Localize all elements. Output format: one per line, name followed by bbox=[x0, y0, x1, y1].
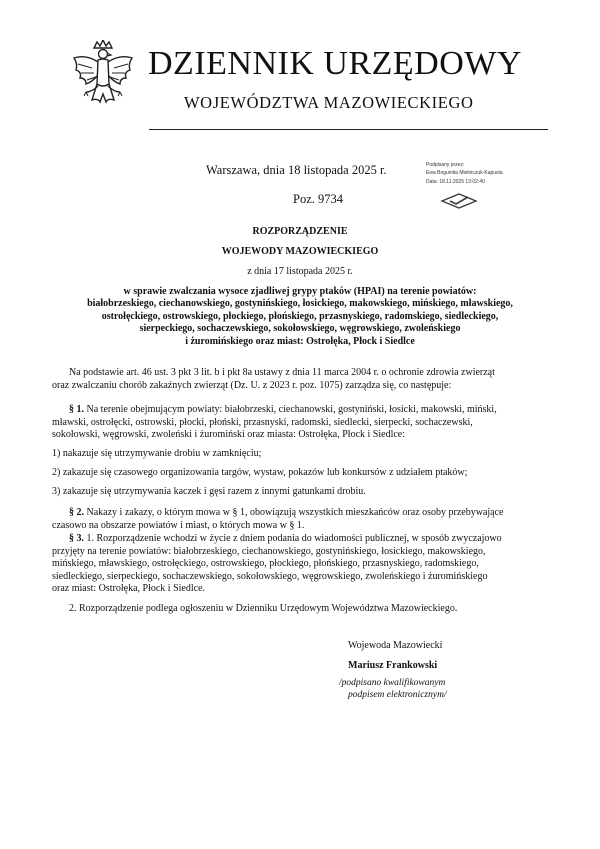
white-eagle-emblem-icon bbox=[72, 40, 134, 118]
paragraph-line: Nakazy i zakazy, o którym mowa w § 1, obowiązują wszystkich mieszkańców oraz osoby przebywające bbox=[84, 507, 504, 518]
list-item: 1) nakazuje się utrzymywanie drobiu w zamknięciu; bbox=[52, 448, 262, 459]
signature-stamp bbox=[426, 161, 503, 186]
act-issuer: WOJEWODY MAZOWIECKIEGO bbox=[221, 246, 379, 257]
signatory-office: Wojewoda Mazowiecki bbox=[348, 640, 443, 651]
signatory-name: Mariusz Frankowski bbox=[348, 660, 438, 671]
paragraph-line: Na podstawie art. 46 ust. 3 pkt 3 lit. b i pkt 8a ustawy z dnia 11 marca 2004 r. o ochronie zdrowia zwierząt bbox=[69, 367, 495, 378]
section-label: § 2. bbox=[69, 507, 84, 518]
paragraph-line: oraz miast: Ostrołęka, Płock i Siedlce. bbox=[52, 583, 206, 595]
paragraph-line: oraz zwalczaniu chorób zakaźnych zwierząt (Dz. U. z 2023 r. poz. 1075) zarządza się, co następuje: bbox=[52, 379, 452, 391]
act-type: ROZPORZĄDZENIE bbox=[252, 226, 348, 237]
journal-subtitle: WOJEWÓDZTWA MAZOWIECKIEGO bbox=[184, 93, 474, 112]
act-topic-line: białobrzeskiego, ciechanowskiego, gostynińskiego, łosickiego, makowskiego, mińskiego, mławskiego, bbox=[87, 298, 513, 310]
list-item: 2) zakazuje się czasowego organizowania targów, wystaw, pokazów lub konkursów z udziałem ptaków; bbox=[52, 467, 468, 478]
paragraph-line: 1. Rozporządzenie wchodzi w życie z dniem podania do wiadomości publicznej, w sposób zwyczajowo bbox=[84, 533, 502, 544]
section-label: § 3. bbox=[69, 533, 84, 544]
paragraph-line: sokołowski, węgrowski, zwoleński i żuromiński oraz miasta: Ostrołęka, Płock i Siedlce: bbox=[52, 429, 405, 441]
section-2-paragraph bbox=[52, 507, 548, 532]
position-number: Poz. 9734 bbox=[293, 192, 343, 206]
legal-basis-paragraph bbox=[52, 367, 548, 392]
act-topic bbox=[60, 286, 540, 348]
act-topic-line: i żuromińskiego oraz miast: Ostrołęka, Płock i Siedlce bbox=[185, 335, 415, 347]
act-date: z dnia 17 listopada 2025 r. bbox=[247, 266, 353, 277]
section-label: § 1. bbox=[69, 404, 84, 415]
paragraph-line: mławski, ostrołęcki, ostrowski, płocki, płoński, przasnyski, radomski, siedlecki, sierpecki, sochaczewski, bbox=[52, 416, 473, 428]
signature-stamp-line: Ewa Bogumiła Mielniczuk-Kapusta bbox=[426, 170, 503, 177]
paragraph-line: czasowo na obszarze powiatów i miast, o których mowa w § 1. bbox=[52, 519, 305, 531]
signature-stamp-line: Podpisany przez: bbox=[426, 162, 465, 168]
journal-title: DZIENNIK URZĘDOWY bbox=[148, 45, 522, 82]
signature-stamp-line: Data: 18.11.2025 13:02:40 bbox=[426, 178, 485, 185]
paragraph-line: Na terenie obejmującym powiaty: białobrzeski, ciechanowski, gostyniński, łosicki, makowski, miński, bbox=[84, 404, 497, 415]
section-1-paragraph bbox=[52, 404, 548, 442]
signature-note: /podpisano kwalifikowanym bbox=[339, 678, 446, 688]
paragraph-line: mińskiego, mławskiego, ostrołęckiego, ostrowskiego, płockiego, płońskiego, przasnyskiego, radomskiego, bbox=[52, 558, 479, 570]
header-divider bbox=[149, 129, 548, 130]
act-topic-line: ostrołęckiego, ostrowskiego, płockiego, płońskiego, przasnyskiego, radomskiego, siedleckiego, bbox=[101, 310, 499, 322]
list-item: 3) zakazuje się utrzymywania kaczek i gęsi razem z innymi gatunkami drobiu. bbox=[52, 486, 366, 497]
signature-check-mark-icon bbox=[438, 192, 480, 210]
act-topic-line: w sprawie zwalczania wysoce zjadliwej grypy ptaków (HPAI) na terenie powiatów: bbox=[123, 286, 477, 297]
act-topic-line: sierpeckiego, sochaczewskiego, sokołowskiego, węgrowskiego, zwoleńskiego bbox=[139, 323, 461, 335]
section-3-paragraph bbox=[52, 533, 548, 596]
paragraph-line: przyjęty na terenie powiatów: białobrzeskiego, ciechanowskiego, gostynińskiego, łosickiego, makowskiego, bbox=[52, 545, 486, 557]
paragraph-line: siedleckiego, sierpeckiego, sochaczewskiego, sokołowskiego, węgrowskiego, zwoleńskiego i żuromińskiego bbox=[52, 570, 488, 582]
publication-dateline: Warszawa, dnia 18 listopada 2025 r. bbox=[206, 163, 387, 177]
paragraph-line: 2. Rozporządzenie podlega ogłoszeniu w Dzienniku Urzędowym Województwa Mazowieckiego. bbox=[69, 603, 458, 614]
section-3-point-2 bbox=[52, 603, 548, 616]
signature-note: podpisem elektronicznym/ bbox=[348, 690, 447, 700]
